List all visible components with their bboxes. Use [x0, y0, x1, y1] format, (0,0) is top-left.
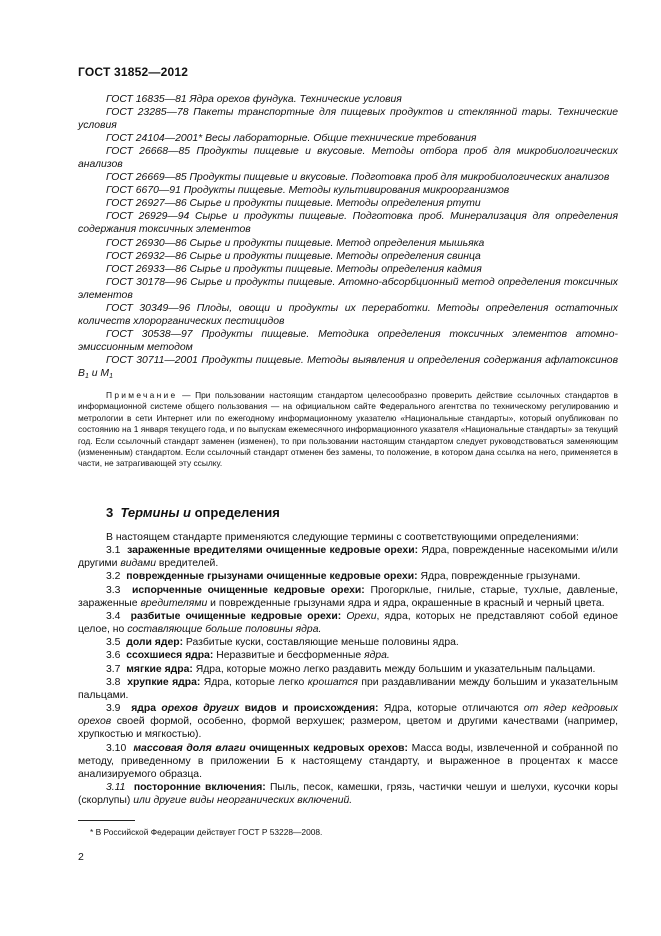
term-entry: 3.8 хрупкие ядра: Ядра, которые легко крошатся при раздавливании между большим и указательным пальцами. — [78, 676, 618, 701]
reference-item: ГОСТ 26927—86 Сырье и продукты пищевые. Методы определения ртути — [106, 198, 481, 210]
footnote-divider — [78, 820, 135, 821]
reference-item-last: ГОСТ 30711—2001 Продукты пищевые. Методы выявления и определения содержания афлатоксинов $B_1$ и $M_1$ — [78, 354, 618, 380]
term-entry: 3.7 мягкие ядра: Ядра, которые можно легко раздавить между большим и указательным пальцами. — [106, 663, 596, 675]
reference-item: ГОСТ 30538—97 Продукты пищевые. Методика определения токсичных элементов атомно-эмиссионным методом — [78, 328, 618, 353]
term-entry: 3.1 зараженные вредителями очищенные кедровые орехи: Ядра, поврежденные насекомыми и/или другими видами вредителей. — [78, 545, 618, 570]
note-text: — При пользовании настоящим стандартом целесообразно проверить действие ссылочных стандартов в информационной системе общего пользования — на официальном сайте Федерального агентства по техническому регулированию и метрологии в сети Интернет или по ежегодному информационному указателю «Национальные стандарты», который опубликован по состоянию на 1 января текущего года, и по выпускам ежемесячного информационного указателя «Национальные стандарты» за текущий год. Если ссылочный стандарт заменен (изменен), то при пользовании настоящим стандартом следует руководствоваться заменяющим (измененным) стандартом. Если ссылочный стандарт отменен без замены, то положение, в котором дана ссылка на него, применяется в части, не затрагивающей эту ссылку. — [78, 390, 618, 469]
note-block — [78, 390, 618, 470]
reference-item: ГОСТ 30349—96 Плоды, овощи и продукты их переработки. Методы определения остаточных количеств хлорорганических пестицидов — [78, 302, 618, 327]
reference-item: ГОСТ 26933—86 Сырье и продукты пищевые. Методы определения кадмия — [106, 263, 482, 275]
page-number: 2 — [78, 851, 84, 863]
term-entry: 3.2 поврежденные грызунами очищенные кедровые орехи: Ядра, поврежденные грызунами. — [106, 571, 581, 583]
reference-item: ГОСТ 26930—86 Сырье и продукты пищевые. Метод определения мышьяка — [106, 237, 485, 249]
term-entry: 3.10 массовая доля влаги очищенных кедровых орехов: Масса воды, извлеченной и собранной по методу, приведенному в приложении Б к настоящему стандарту, и выраженное в процентах к массе анализируемого образца. — [78, 742, 618, 780]
term-entry: 3.4 разбитые очищенные кедровые орехи: Орехи, ядра, которых не представляют собой единое целое, но составляющие больше половины ядра. — [78, 610, 618, 636]
page-header: ГОСТ 31852—2012 — [78, 65, 189, 79]
terms-list — [78, 531, 618, 807]
terms-intro: В настоящем стандарте применяются следующие термины с соответствующими определениями: — [106, 532, 579, 543]
term-entry: 3.3 испорченные очищенные кедровые орехи: Прогорклые, гнилые, старые, тухлые, давленые, зараженные вредителями и поврежденные грызунами ядра и ядра, окрашенные в красный и черный цвета. — [78, 584, 618, 609]
reference-item: ГОСТ 24104—2001* Весы лабораторные. Общие технические требования — [106, 133, 477, 145]
reference-item: ГОСТ 30178—96 Сырье и продукты пищевые. Атомно-абсорбционный метод определения токсичных элементов — [78, 276, 618, 301]
reference-item: ГОСТ 26669—85 Продукты пищевые и вкусовые. Подготовка проб для микробиологических анализов — [106, 172, 610, 184]
term-entry: 3.11 посторонние включения: Пыль, песок, камешки, грязь, частички чешуи и шелухи, кусочки коры (скорлупы) или другие виды неорганических включений. — [78, 781, 618, 807]
reference-item: ГОСТ 26929—94 Сырье и продукты пищевые. Подготовка проб. Минерализация для определения содержания токсичных элементов — [78, 211, 618, 236]
term-entry: 3.9 ядра орехов других видов и происхождения: Ядра, которые отличаются от ядер кедровых орехов своей формой, особенно, формой верхушек; размером, цветом и другими качествами (например, хрупкостью и мягкостью). — [78, 703, 618, 741]
footnote: * В Российской Федерации действует ГОСТ Р 53228—2008. — [90, 827, 323, 837]
reference-item: ГОСТ 6670—91 Продукты пищевые. Методы культивирования микроорганизмов — [106, 185, 510, 197]
normative-references — [78, 93, 618, 383]
note-label: Примечание — [106, 390, 178, 400]
reference-item: ГОСТ 23285—78 Пакеты транспортные для пищевых продуктов и стеклянной тары. Технические условия — [78, 107, 618, 132]
section-title: 3 Термины и определения — [106, 505, 280, 520]
reference-item: ГОСТ 26668—85 Продукты пищевые и вкусовые. Методы отбора проб для микробиологических анализов — [78, 146, 618, 171]
reference-item: ГОСТ 26932—86 Сырье и продукты пищевые. Методы определения свинца — [106, 250, 481, 262]
reference-item: ГОСТ 16835—81 Ядра орехов фундука. Технические условия — [106, 94, 402, 105]
term-entry: 3.5 доли ядер: Разбитые куски, составляющие меньше половины ядра. — [106, 637, 459, 649]
term-entry: 3.6 ссохшиеся ядра: Неразвитые и бесформенные ядра. — [106, 650, 390, 662]
